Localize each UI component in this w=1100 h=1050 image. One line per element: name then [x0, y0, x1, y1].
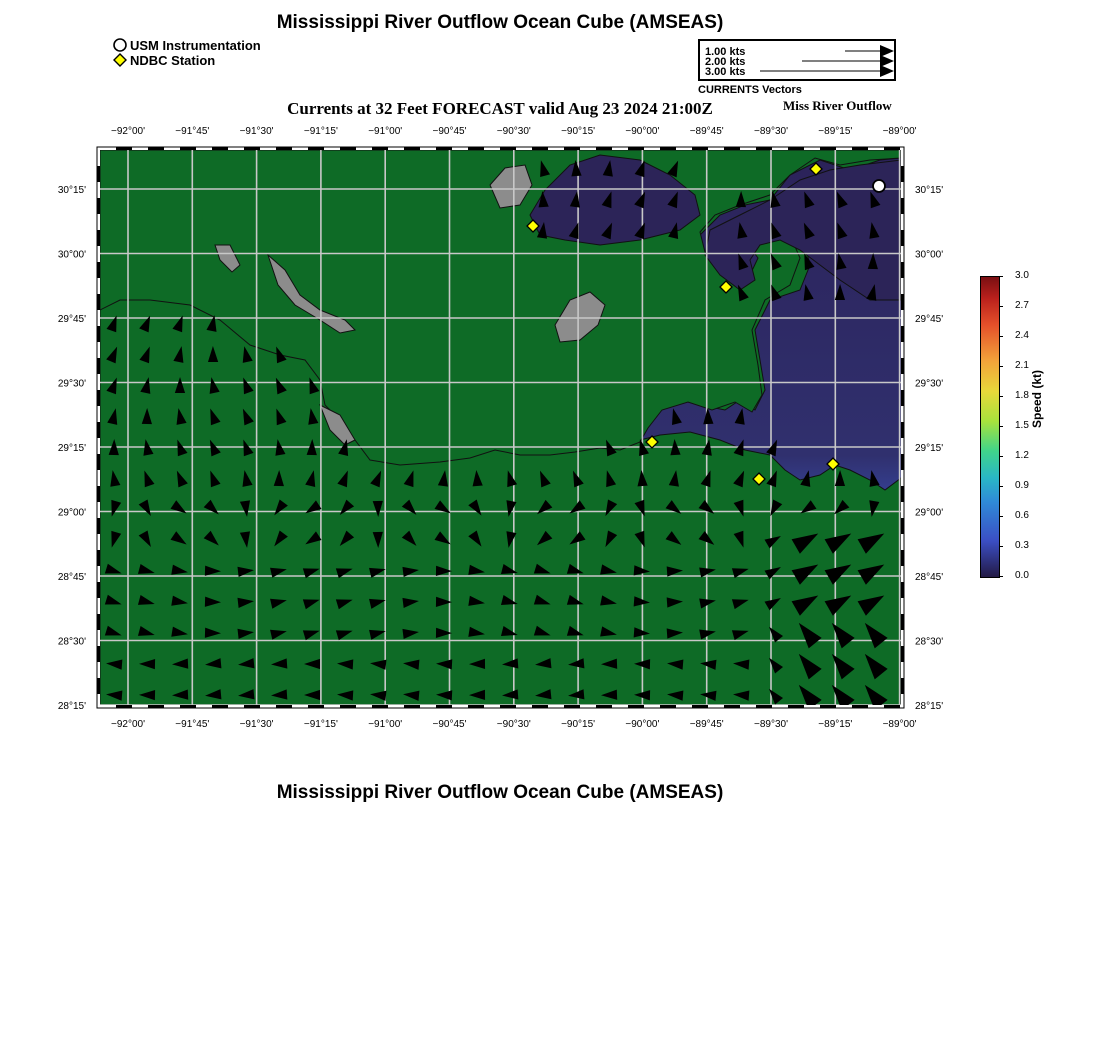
- lon-tick-label: −92°00': [111, 126, 145, 137]
- lon-tick-label: −91°00': [368, 126, 403, 137]
- colorbar: [978, 270, 1088, 590]
- frame-segment: [820, 705, 836, 708]
- region-label: Miss River Outflow: [783, 98, 892, 113]
- frame-segment: [852, 147, 868, 150]
- frame-segment: [97, 550, 100, 566]
- usm-station-marker: [873, 180, 885, 192]
- frame-segment: [244, 705, 260, 708]
- colorbar-tick-mark: [999, 486, 1003, 487]
- frame-segment: [97, 614, 100, 630]
- frame-segment: [532, 147, 548, 150]
- colorbar-tick-label: 1.8: [1015, 390, 1029, 401]
- lat-tick-label: 28°45': [915, 572, 944, 583]
- frame-segment: [500, 147, 516, 150]
- lat-tick-label: 28°30': [57, 636, 86, 648]
- frame-segment: [596, 705, 612, 708]
- frame-segment: [901, 518, 904, 534]
- frame-segment: [97, 678, 100, 694]
- frame-segment: [97, 326, 100, 342]
- lon-tick-label: −91°15': [303, 719, 338, 730]
- lon-tick-label: −89°00': [882, 126, 917, 137]
- vector-key-1: 1.00 kts: [705, 46, 746, 58]
- frame-segment: [884, 147, 900, 150]
- colorbar-tick-label: 1.5: [1015, 420, 1029, 431]
- lon-ticks-top: [111, 126, 917, 137]
- colorbar-tick-mark: [999, 426, 1003, 427]
- lon-tick-label: −89°15': [818, 126, 853, 137]
- frame-segment: [97, 518, 100, 534]
- frame-segment: [97, 646, 100, 662]
- frame-segment: [404, 147, 420, 150]
- frame-segment: [148, 705, 164, 708]
- colorbar-tick-label: 2.7: [1015, 300, 1029, 311]
- frame-segment: [340, 705, 356, 708]
- frame-segment: [756, 147, 772, 150]
- lon-tick-label: −91°30': [239, 719, 274, 730]
- frame-segment: [901, 422, 904, 438]
- lat-tick-label: 30°15': [915, 185, 944, 196]
- frame-segment: [97, 422, 100, 438]
- frame-segment: [692, 147, 708, 150]
- colorbar-tick-mark: [999, 306, 1003, 307]
- map-body: [80, 150, 940, 720]
- lon-tick-label: −90°45': [432, 719, 467, 730]
- colorbar-tick-mark: [999, 366, 1003, 367]
- frame-segment: [901, 166, 904, 182]
- frame-segment: [901, 582, 904, 598]
- colorbar-tick-mark: [999, 546, 1003, 547]
- lon-tick-label: −89°30': [754, 719, 788, 730]
- frame-segment: [97, 390, 100, 406]
- frame-segment: [788, 147, 804, 150]
- frame-segment: [884, 705, 900, 708]
- colorbar-title: Speed (kt): [1030, 369, 1044, 428]
- legend-usm-label: USM Instrumentation: [130, 38, 261, 53]
- frame-segment: [724, 147, 740, 150]
- lat-tick-label: 29°30': [57, 378, 86, 390]
- lat-tick-label: 29°00': [57, 507, 86, 519]
- frame-segment: [596, 147, 612, 150]
- frame-segment: [276, 147, 292, 150]
- frame-segment: [901, 390, 904, 406]
- colorbar-tick-label: 2.1: [1015, 360, 1029, 371]
- frame-segment: [372, 147, 388, 150]
- frame-segment: [692, 705, 708, 708]
- frame-segment: [901, 262, 904, 278]
- lon-tick-label: −89°45': [689, 126, 724, 137]
- colorbar-tick-label: 1.2: [1015, 450, 1029, 461]
- frame-segment: [372, 705, 388, 708]
- lon-ticks-bottom: [111, 719, 917, 730]
- lat-tick-label: 29°00': [915, 507, 944, 519]
- lon-tick-label: −91°30': [239, 126, 274, 137]
- frame-segment: [308, 705, 324, 708]
- frame-segment: [97, 198, 100, 214]
- frame-segment: [308, 147, 324, 150]
- frame-segment: [212, 705, 228, 708]
- colorbar-tick-label: 0.3: [1015, 540, 1029, 551]
- lat-tick-label: 29°30': [915, 378, 944, 390]
- top-title: Mississippi River Outflow Ocean Cube (AMSEAS): [276, 12, 724, 33]
- frame-segment: [901, 614, 904, 630]
- frame-segment: [468, 705, 484, 708]
- frame-segment: [756, 705, 772, 708]
- lon-tick-label: −89°30': [754, 126, 788, 137]
- colorbar-tick-label: 2.4: [1015, 330, 1029, 341]
- frame-segment: [901, 454, 904, 470]
- lat-ticks-left: [58, 185, 86, 712]
- lat-tick-label: 28°45': [57, 572, 86, 583]
- frame-segment: [901, 550, 904, 566]
- frame-segment: [852, 705, 868, 708]
- lon-tick-label: −91°45': [175, 126, 210, 137]
- lon-tick-label: −90°15': [561, 719, 596, 730]
- frame-segment: [180, 705, 196, 708]
- frame-segment: [97, 166, 100, 182]
- frame-segment: [116, 147, 132, 150]
- lat-tick-label: 30°00': [915, 249, 944, 261]
- frame-segment: [404, 705, 420, 708]
- frame-segment: [628, 705, 644, 708]
- frame-segment: [532, 705, 548, 708]
- frame-segment: [97, 486, 100, 502]
- frame-segment: [436, 147, 452, 150]
- frame-segment: [244, 147, 260, 150]
- lon-tick-label: −91°45': [175, 719, 210, 730]
- frame-segment: [97, 230, 100, 246]
- frame-segment: [97, 582, 100, 598]
- frame-segment: [97, 358, 100, 374]
- lat-tick-label: 30°15': [57, 185, 86, 196]
- lon-tick-label: −90°45': [432, 126, 467, 137]
- frame-segment: [901, 358, 904, 374]
- lon-tick-label: −90°15': [561, 126, 596, 137]
- colorbar-scale: [980, 276, 1000, 578]
- frame-segment: [901, 486, 904, 502]
- colorbar-tick-label: 0.0: [1015, 570, 1029, 581]
- frame-segment: [97, 262, 100, 278]
- lon-tick-label: −90°30': [496, 126, 531, 137]
- frame-segment: [820, 147, 836, 150]
- frame-segment: [212, 147, 228, 150]
- frame-segment: [340, 147, 356, 150]
- lon-tick-label: −90°00': [625, 719, 660, 730]
- lat-tick-label: 28°15': [915, 701, 944, 712]
- frame-segment: [901, 646, 904, 662]
- frame-segment: [901, 294, 904, 310]
- lon-tick-label: −90°30': [496, 719, 531, 730]
- frame-segment: [724, 705, 740, 708]
- frame-segment: [628, 147, 644, 150]
- frame-segment: [276, 705, 292, 708]
- lon-tick-label: −89°00': [882, 719, 917, 730]
- frame-segment: [564, 705, 580, 708]
- frame-segment: [148, 147, 164, 150]
- vector-key-2: 2.00 kts: [705, 56, 746, 68]
- lon-tick-label: −89°15': [818, 719, 853, 730]
- frame-segment: [901, 326, 904, 342]
- colorbar-tick-label: 0.6: [1015, 510, 1029, 521]
- colorbar-tick-mark: [999, 396, 1003, 397]
- frame-segment: [660, 705, 676, 708]
- colorbar-tick-mark: [999, 336, 1003, 337]
- lon-tick-label: −90°00': [625, 126, 660, 137]
- lat-tick-label: 29°45': [57, 314, 86, 325]
- lat-ticks-right: [915, 185, 943, 712]
- frame-segment: [97, 454, 100, 470]
- colorbar-tick-mark: [999, 456, 1003, 457]
- lat-tick-label: 30°00': [57, 249, 86, 261]
- frame-segment: [97, 294, 100, 310]
- frame-segment: [468, 147, 484, 150]
- frame-segment: [901, 230, 904, 246]
- frame-segment: [660, 147, 676, 150]
- legend-ndbc-label: NDBC Station: [130, 53, 216, 68]
- bottom-title: Mississippi River Outflow Ocean Cube (AMSEAS): [276, 782, 724, 803]
- vector-key-caption: CURRENTS Vectors: [698, 84, 802, 96]
- colorbar-tick-mark: [999, 576, 1003, 577]
- frame-segment: [180, 147, 196, 150]
- lat-tick-label: 29°15': [57, 443, 86, 454]
- frame-segment: [500, 705, 516, 708]
- frame-segment: [436, 705, 452, 708]
- colorbar-tick-mark: [999, 276, 1003, 277]
- frame-segment: [564, 147, 580, 150]
- lat-tick-label: 28°30': [915, 636, 944, 648]
- lat-tick-label: 29°45': [915, 314, 944, 325]
- map-subtitle: Currents at 32 Feet FORECAST valid Aug 23 2024 21:00Z: [287, 99, 713, 118]
- lon-tick-label: −92°00': [111, 719, 145, 730]
- lon-tick-label: −89°45': [689, 719, 724, 730]
- colorbar-tick-label: 3.0: [1015, 270, 1029, 281]
- colorbar-tick-label: 0.9: [1015, 480, 1029, 491]
- frame-segment: [901, 198, 904, 214]
- frame-segment: [116, 705, 132, 708]
- frame-segment: [788, 705, 804, 708]
- lon-tick-label: −91°00': [368, 719, 403, 730]
- colorbar-tick-mark: [999, 516, 1003, 517]
- lat-tick-label: 29°15': [915, 443, 944, 454]
- lat-tick-label: 28°15': [57, 701, 86, 712]
- frame-segment: [901, 678, 904, 694]
- lon-tick-label: −91°15': [303, 126, 338, 137]
- vector-key-3: 3.00 kts: [705, 66, 746, 78]
